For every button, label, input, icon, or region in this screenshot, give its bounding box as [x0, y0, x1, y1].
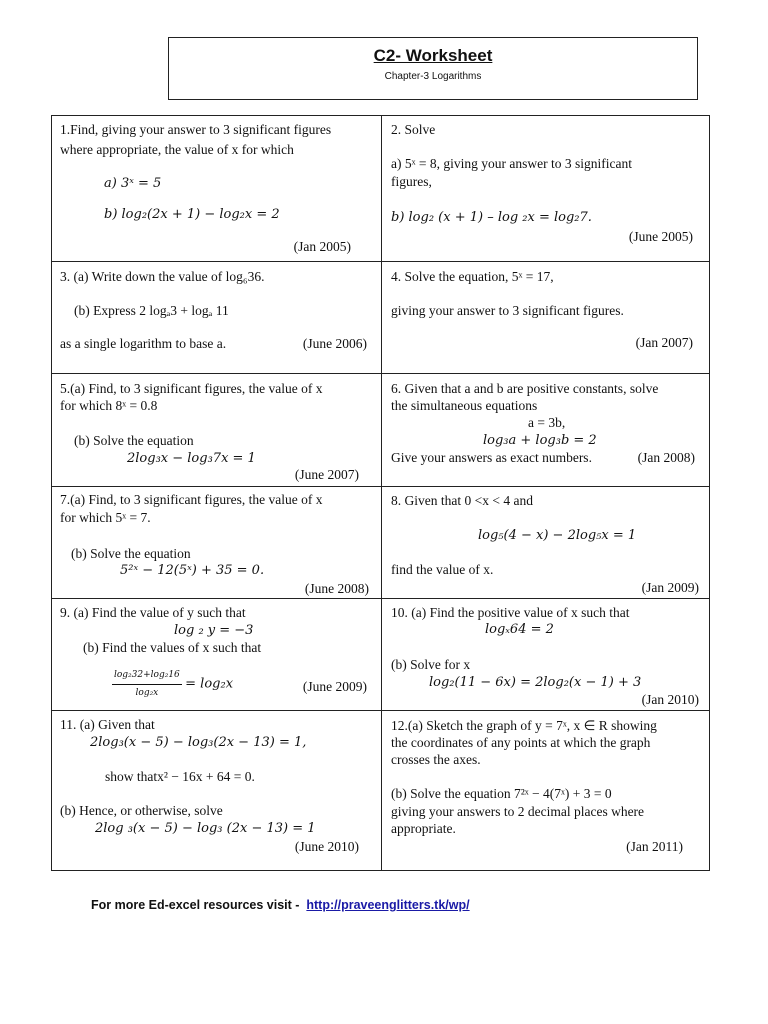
q5-part-a: 5.(a) Find, to 3 significant figures, the value of x [60, 381, 323, 396]
q9-fraction-numerator: log₂32+log₂16 [112, 667, 182, 685]
footer [91, 898, 470, 912]
question-4 [381, 262, 709, 373]
q2-part-a: a) 5ˣ = 8, giving your answer to 3 significant [391, 156, 632, 171]
q12-part-b: (b) Solve the equation 7²ˣ − 4(7ˣ) + 3 = 0 [391, 786, 612, 801]
q10-part-b: (b) Solve for x [391, 657, 471, 672]
q6-intro-cont: the simultaneous equations [391, 398, 538, 413]
question-2 [381, 116, 709, 261]
q10-reference: (Jan 2010) [641, 692, 699, 707]
q6-equation-2: log₃a + log₃b = 2 [483, 433, 597, 448]
question-7 [52, 487, 381, 598]
q12-part-a-cont: the coordinates of any points at which the graph [391, 735, 651, 750]
q9-part-b: (b) Find the values of x such that [83, 640, 262, 655]
q8-intro: 8. Given that 0 <x < 4 and [391, 493, 533, 508]
question-3 [52, 262, 381, 373]
q12-part-a-cont2: crosses the axes. [391, 752, 481, 767]
q3-part-a: 3. (a) Write down the value of log₆36. [60, 269, 265, 284]
q5-part-b: (b) Solve the equation [74, 433, 194, 448]
q8-equation: log₅(4 − x) − 2log₅x = 1 [478, 528, 637, 543]
question-grid [51, 115, 710, 871]
q2-part-a-cont: figures, [391, 174, 432, 189]
q11-show-that: show thatx² − 16x + 64 = 0. [105, 769, 255, 784]
title-box [168, 37, 698, 100]
q8-question: find the value of x. [391, 562, 494, 577]
question-1 [52, 116, 381, 261]
q10-equation-2: log₂(11 − 6x) = 2log₂(x − 1) + 3 [429, 675, 642, 690]
q3-part-b-cont: as a single logarithm to base a. [60, 336, 227, 351]
footer-text: For more Ed-excel resources visit - [91, 898, 300, 912]
q12-reference: (Jan 2011) [626, 839, 683, 854]
q9-part-a: 9. (a) Find the value of y such that [60, 605, 246, 620]
q4-reference: (Jan 2007) [635, 335, 693, 350]
q12-part-b-cont2: appropriate. [391, 821, 456, 836]
q12-part-b-cont: giving your answers to 2 decimal places where [391, 804, 645, 819]
question-8 [381, 487, 709, 598]
q1-reference: (Jan 2005) [293, 239, 351, 254]
q4-part-b: giving your answer to 3 significant figures. [391, 303, 624, 318]
q6-equation-1: a = 3b, [528, 415, 566, 430]
q9-fraction-rhs: = log₂x [185, 676, 234, 692]
q9-fraction-denominator: log₂x [135, 688, 159, 698]
q9-reference: (June 2009) [302, 679, 367, 694]
q11-part-b: (b) Hence, or otherwise, solve [60, 803, 223, 818]
q12-part-a: 12.(a) Sketch the graph of y = 7ˣ, x ∈ R showing [391, 718, 657, 733]
q11-reference: (June 2010) [294, 839, 359, 854]
q4-part-a: 4. Solve the equation, 5ˣ = 17, [391, 269, 554, 284]
q1-part-a: a) 3ˣ = 5 [104, 176, 162, 191]
q3-part-b: (b) Express 2 logₐ3 + logₐ 11 [74, 303, 229, 318]
worksheet-title: C2- Worksheet [373, 46, 493, 65]
q1-part-b: b) log₂(2x + 1) − log₂x = 2 [104, 207, 280, 222]
q10-equation-1: logₓ64 = 2 [485, 622, 554, 637]
q7-reference: (June 2008) [304, 581, 369, 596]
q3-reference: (June 2006) [302, 336, 367, 351]
q11-part-a: 11. (a) Given that [60, 717, 155, 732]
q2-reference: (June 2005) [628, 229, 693, 244]
q7-part-b: (b) Solve the equation [71, 546, 191, 561]
q2-part-b: b) log₂ (x + 1) – log ₂x = log₂7. [391, 210, 592, 225]
q5-part-a-cont: for which 8ˣ = 0.8 [60, 398, 158, 413]
q5-reference: (June 2007) [294, 467, 359, 482]
q6-intro: 6. Given that a and b are positive constants, solve [391, 381, 659, 396]
q5-equation: 2log₃x − log₃7x = 1 [127, 451, 256, 466]
question-10 [381, 599, 709, 710]
q11-equation-1: 2log₃(x − 5) − log₃(2x − 13) = 1, [90, 735, 307, 750]
question-12 [381, 711, 709, 870]
q9-fraction [112, 667, 182, 702]
q7-part-a: 7.(a) Find, to 3 significant figures, the value of x [60, 492, 323, 507]
q9-fraction-equation [112, 667, 233, 702]
q1-intro2: where appropriate, the value of x for which [60, 142, 294, 157]
question-11 [52, 711, 381, 870]
q8-reference: (Jan 2009) [641, 580, 699, 595]
question-5 [52, 374, 381, 486]
q7-equation: 5²ˣ − 12(5ˣ) + 35 = 0. [120, 563, 265, 578]
worksheet-subtitle: Chapter-3 Logarithms [384, 71, 482, 82]
q7-part-a-cont: for which 5ˣ = 7. [60, 510, 151, 525]
q11-equation-2: 2log ₃(x − 5) − log₃ (2x − 13) = 1 [95, 821, 316, 836]
q2-intro: 2. Solve [391, 122, 436, 137]
q9-equation: log ₂ y = −3 [174, 623, 254, 638]
question-6 [381, 374, 709, 486]
q6-instruction: Give your answers as exact numbers. [391, 450, 592, 465]
q6-reference: (Jan 2008) [637, 450, 695, 465]
resources-link[interactable]: http://praveenglitters.tk/wp/ [306, 898, 470, 912]
q10-part-a: 10. (a) Find the positive value of x such that [391, 605, 630, 620]
question-9 [52, 599, 381, 710]
q1-intro: 1.Find, giving your answer to 3 significant figures [60, 122, 332, 137]
